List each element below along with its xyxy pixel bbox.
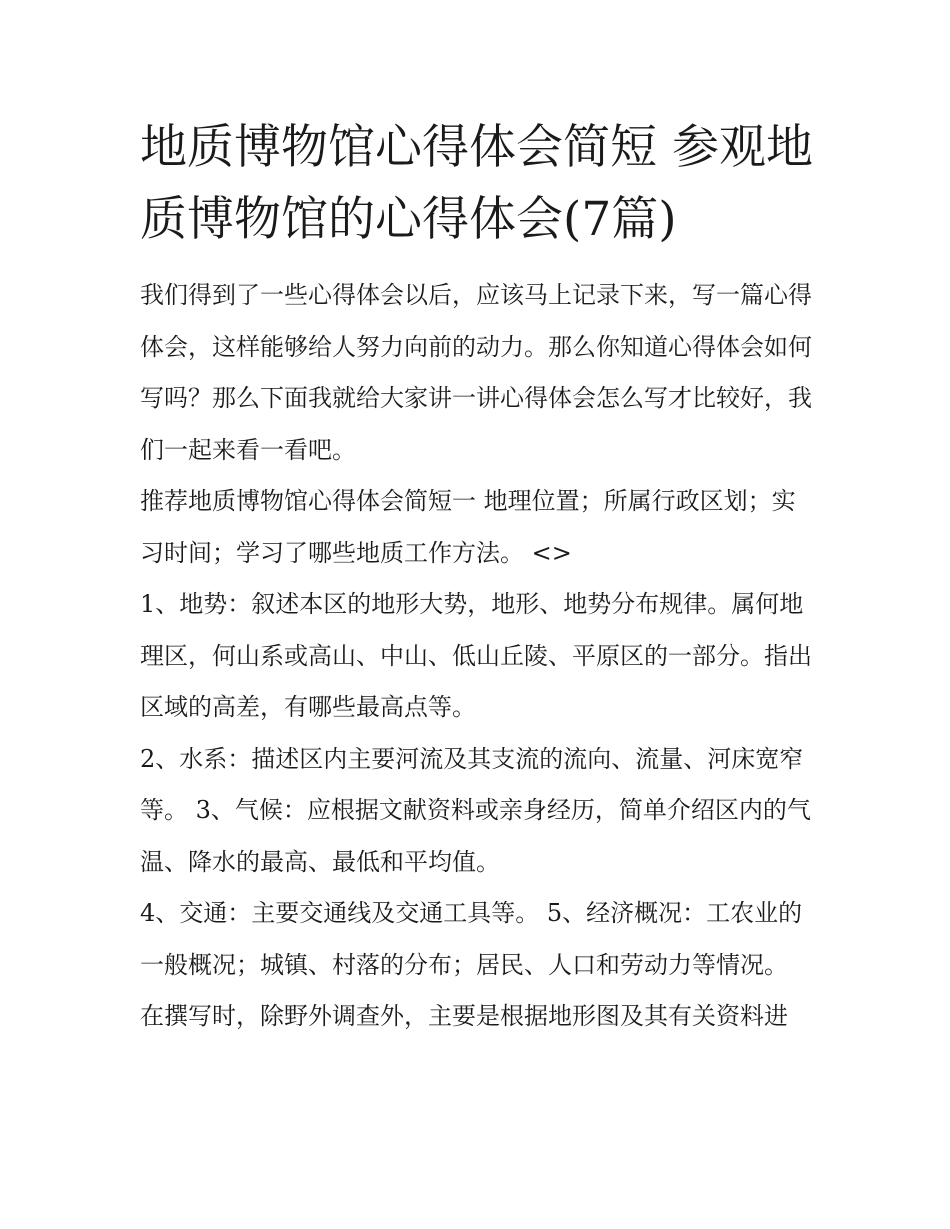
paragraph-traffic-economy: 4、交通：主要交通线及交通工具等。 5、经济概况：工农业的一般概况；城镇、村落的分布；居民、人口和劳动力等情况。	[140, 899, 803, 979]
paragraph-writing: 在撰写时，除野外调查外，主要是根据地形图及其有关资料进	[140, 1002, 788, 1030]
paragraph-water-climate: 2、水系：描述区内主要河流及其支流的流向、流量、河床宽窄等。 3、气候：应根据文献资料或亲身经历，简单介绍区内的气温、降水的最高、最低和平均值。	[140, 744, 811, 876]
document-title: 地质博物馆心得体会简短 参观地质博物馆的心得体会(7篇)	[140, 120, 813, 247]
paragraph-recommend: 推荐地质博物馆心得体会简短一 地理位置；所属行政区划；实习时间；学习了哪些地质工作方法。 <>	[140, 487, 796, 567]
paragraph-terrain: 1、地势：叙述本区的地形大势，地形、地势分布规律。属何地理区，何山系或高山、中山、低山丘陵、平原区的一部分。指出区域的高差，有哪些最高点等。	[140, 590, 812, 721]
document-page	[140, 112, 816, 1043]
paragraph-intro: 我们得到了一些心得体会以后，应该马上记录下来，写一篇心得体会，这样能够给人努力向前的动力。那么你知道心得体会如何写吗？那么下面我就给大家讲一讲心得体会怎么写才比较好，我们一起来看一看吧。	[140, 281, 812, 464]
